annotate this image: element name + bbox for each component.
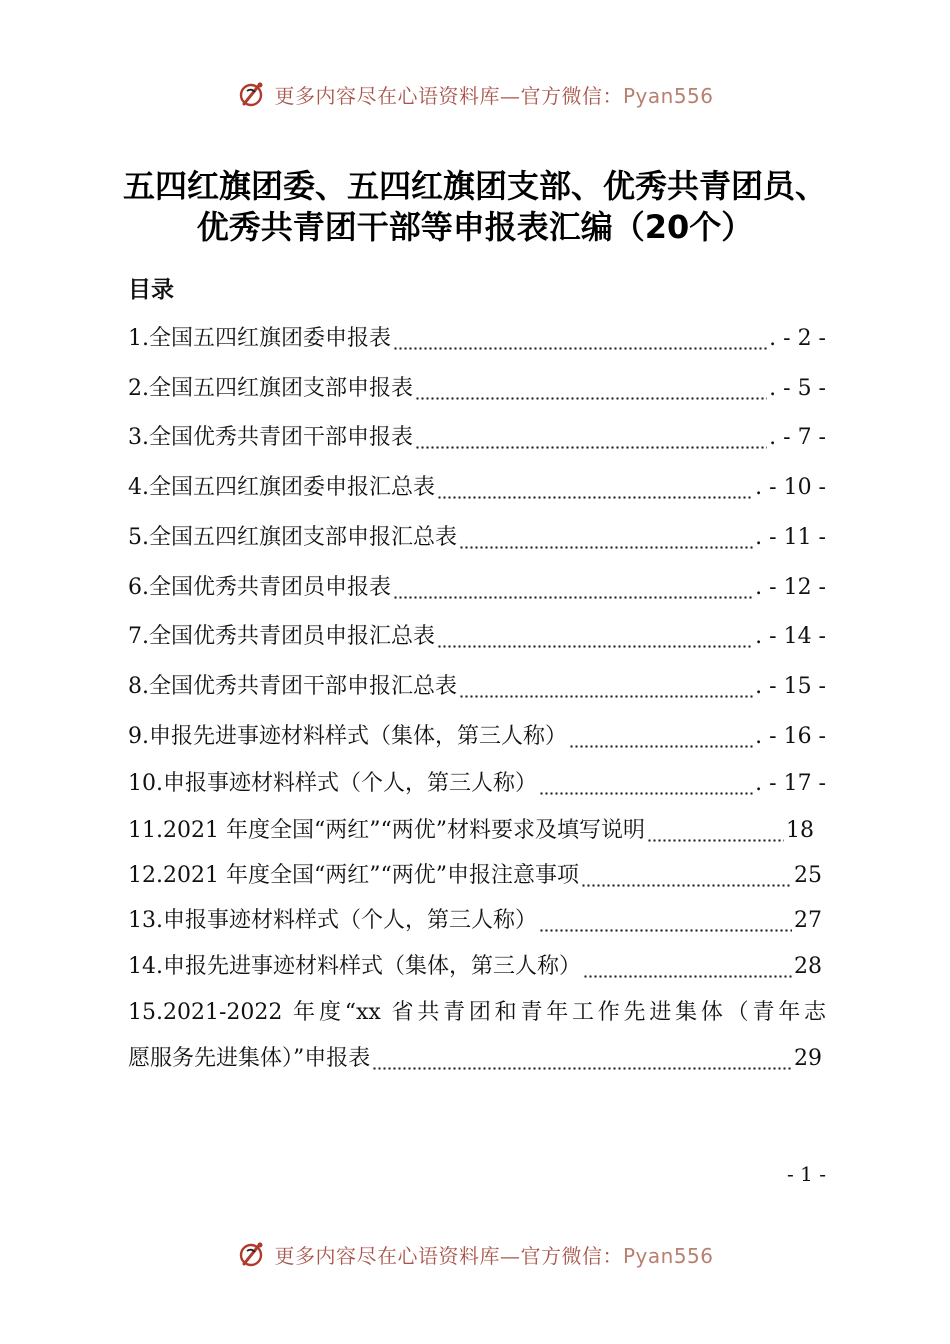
toc-item-page: . - 2 - <box>769 326 826 351</box>
brush-logo-icon <box>236 1238 268 1270</box>
dot-leader <box>437 620 753 654</box>
watermark-text: 更多内容尽在心语资料库—官方微信：Pyan556 <box>274 1243 714 1268</box>
toc-item-page: 27 <box>794 908 822 933</box>
toc-item[interactable] <box>128 571 826 605</box>
toc-item-label: 14.申报先进事迹材料样式（集体，第三人称） <box>128 954 581 979</box>
toc-item[interactable] <box>128 859 822 893</box>
toc-item[interactable] <box>128 670 826 704</box>
toc-item-label: 9.申报先进事迹材料样式（集体，第三人称） <box>128 724 567 749</box>
toc-item[interactable] <box>128 996 826 1076</box>
toc-item-page: . - 7 - <box>769 425 826 450</box>
toc-item-label: 8.全国优秀共青团干部申报汇总表 <box>128 674 457 699</box>
toc-item-page: 28 <box>794 954 822 979</box>
dot-leader <box>539 767 753 801</box>
toc-item[interactable] <box>128 322 826 356</box>
toc-item-page: 29 <box>794 1046 822 1071</box>
dot-leader <box>415 421 767 455</box>
toc-item-page: 25 <box>794 863 822 888</box>
toc-item-page: 18 <box>786 818 814 843</box>
toc-item-label: 3.全国优秀共青团干部申报表 <box>128 425 413 450</box>
toc-item-label: 2.全国五四红旗团支部申报表 <box>128 376 413 401</box>
toc-item-label: 4.全国五四红旗团委申报汇总表 <box>128 475 435 500</box>
brush-logo-icon <box>236 78 268 110</box>
toc-item-label: 1.全国五四红旗团委申报表 <box>128 326 391 351</box>
toc-item[interactable] <box>128 814 814 848</box>
toc-item-label: 15.2021-2022 年度“xx 省共青团和青年工作先进集体（青年志 <box>128 1000 826 1025</box>
dot-leader <box>583 950 792 984</box>
toc-item[interactable] <box>128 767 826 801</box>
toc-item-label: 6.全国优秀共青团员申报表 <box>128 575 391 600</box>
dot-leader <box>372 1042 792 1076</box>
dot-leader <box>393 322 767 356</box>
toc-item-label-continued: 愿服务先进集体）”申报表 <box>128 1046 371 1071</box>
watermark-footer <box>0 1234 950 1274</box>
dot-leader <box>539 904 792 938</box>
toc-item-page: . - 5 - <box>769 376 826 401</box>
dot-leader <box>647 814 784 848</box>
dot-leader <box>393 571 753 605</box>
toc-item[interactable] <box>128 620 826 654</box>
page-number: - 1 - <box>787 1162 826 1186</box>
toc-item[interactable] <box>128 904 822 938</box>
dot-leader <box>437 471 753 505</box>
watermark-header <box>0 74 950 114</box>
dot-leader <box>459 521 753 555</box>
toc-item-label: 12.2021 年度全国“两红”“两优”申报注意事项 <box>128 863 579 888</box>
toc-item[interactable] <box>128 720 826 754</box>
toc-item-label: 13.申报事迹材料样式（个人，第三人称） <box>128 908 537 933</box>
toc-heading: 目录 <box>128 276 174 303</box>
toc-item-page: . - 16 - <box>755 724 826 749</box>
toc-item-page: . - 14 - <box>755 624 826 649</box>
toc-item-page: . - 10 - <box>755 475 826 500</box>
toc-item[interactable] <box>128 950 822 984</box>
dot-leader <box>581 859 792 893</box>
toc-item[interactable] <box>128 372 826 406</box>
dot-leader <box>459 670 753 704</box>
toc-item-label: 10.申报事迹材料样式（个人，第三人称） <box>128 771 537 796</box>
toc-item-label: 7.全国优秀共青团员申报汇总表 <box>128 624 435 649</box>
toc-item-page: . - 17 - <box>755 771 826 796</box>
toc-item-label: 5.全国五四红旗团支部申报汇总表 <box>128 525 457 550</box>
toc-item-page: . - 12 - <box>755 575 826 600</box>
toc-item[interactable] <box>128 521 826 555</box>
toc-item-label: 11.2021 年度全国“两红”“两优”材料要求及填写说明 <box>128 818 645 843</box>
watermark-text: 更多内容尽在心语资料库—官方微信：Pyan556 <box>274 83 714 108</box>
document-title: 五四红旗团委、五四红旗团支部、优秀共青团员、优秀共青团干部等申报表汇编（20个） <box>122 167 827 246</box>
toc-item[interactable] <box>128 421 826 455</box>
toc-item-page: . - 15 - <box>755 674 826 699</box>
dot-leader <box>415 372 767 406</box>
toc-item[interactable] <box>128 471 826 505</box>
dot-leader <box>569 720 753 754</box>
toc-item-page: . - 11 - <box>755 525 826 550</box>
